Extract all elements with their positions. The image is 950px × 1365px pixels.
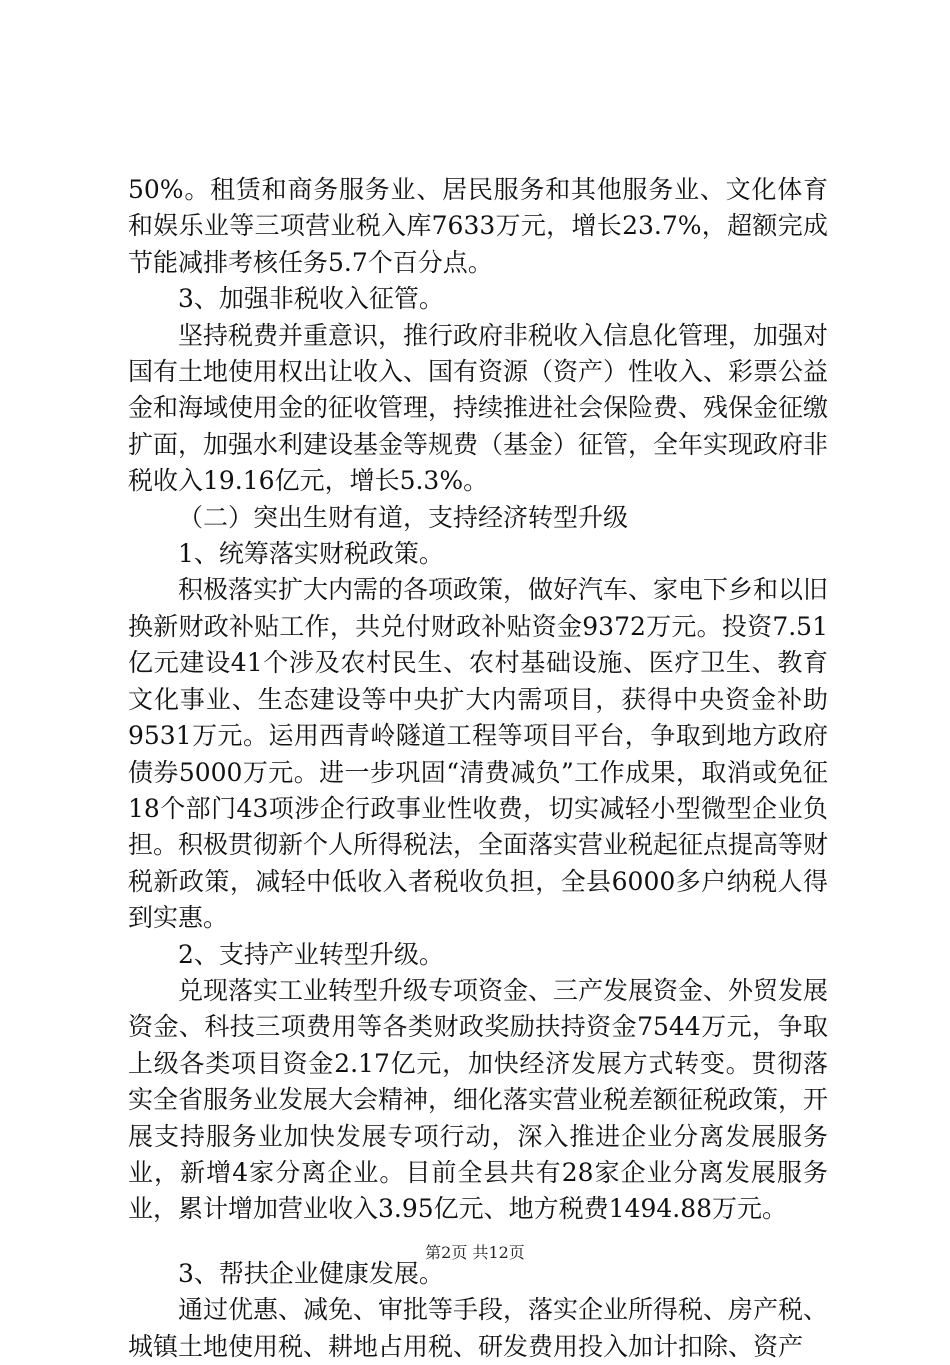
page-footer: 第2页 共12页	[425, 1243, 525, 1262]
section-heading: 2、支持产业转型升级。	[178, 939, 444, 969]
section-heading: 3、帮扶企业健康发展。	[178, 1258, 444, 1288]
paragraph: 通过优惠、减免、审批等手段，落实企业所得税、房产税、城镇土地使用税、耕地占用税、研发费用投入加计扣除、资产	[128, 1295, 829, 1361]
section-heading: 1、统筹落实财税政策。	[178, 539, 444, 569]
paragraph: 坚持税费并重意识，推行政府非税收入信息化管理，加强对国有土地使用权出让收入、国有资源（资产）性收入、彩票公益金和海域使用金的征收管理，持续推进社会保险费、残保金征缴扩面，加强水利建设基金等规费（基金）征管，全年实现政府非税收入19.16亿元，增长5.3%。	[128, 320, 829, 496]
document-body	[128, 172, 828, 1365]
section-heading: 3、加强非税收入征管。	[178, 284, 444, 314]
paragraph: 兑现落实工业转型升级专项资金、三产发展资金、外贸发展资金、科技三项费用等各类财政奖励扶持资金7544万元，争取上级各类项目资金2.17亿元，加快经济发展方式转变。贯彻落实全省服务业发展大会精神，细化落实营业税差额征税政策，开展支持服务业加快发展专项行动，深入推进企业分离发展服务业，新增4家分离企业。目前全县共有28家企业分离发展服务业，累计增加营业收入3.95亿元、地方税费1494.88万元。	[128, 975, 829, 1224]
paragraph: 积极落实扩大内需的各项政策，做好汽车、家电下乡和以旧换新财政补贴工作，共兑付财政补贴资金9372万元。投资7.51亿元建设41个涉及农村民生、农村基础设施、医疗卫生、教育文化事业、生态建设等中央扩大内需项目，获得中央资金补助9531万元。运用西青岭隧道工程等项目平台，争取到地方政府债券5000万元。进一步巩固“清费减负”工作成果，取消或免征18个部门43项涉企行政事业性收费，切实减轻小型微型企业负担。积极贯彻新个人所得税法，全面落实营业税起征点提高等财税新政策，减轻中低收入者税收负担，全县6000多户纳税人得到实惠。	[128, 575, 829, 933]
paragraph-continuation: 50%。租赁和商务服务业、居民服务和其他服务业、文化体育和娱乐业等三项营业税入库7633万元，增长23.7%，超额完成节能减排考核任务5.7个百分点。	[128, 175, 828, 277]
section-heading: （二）突出生财有道，支持经济转型升级	[178, 502, 629, 532]
